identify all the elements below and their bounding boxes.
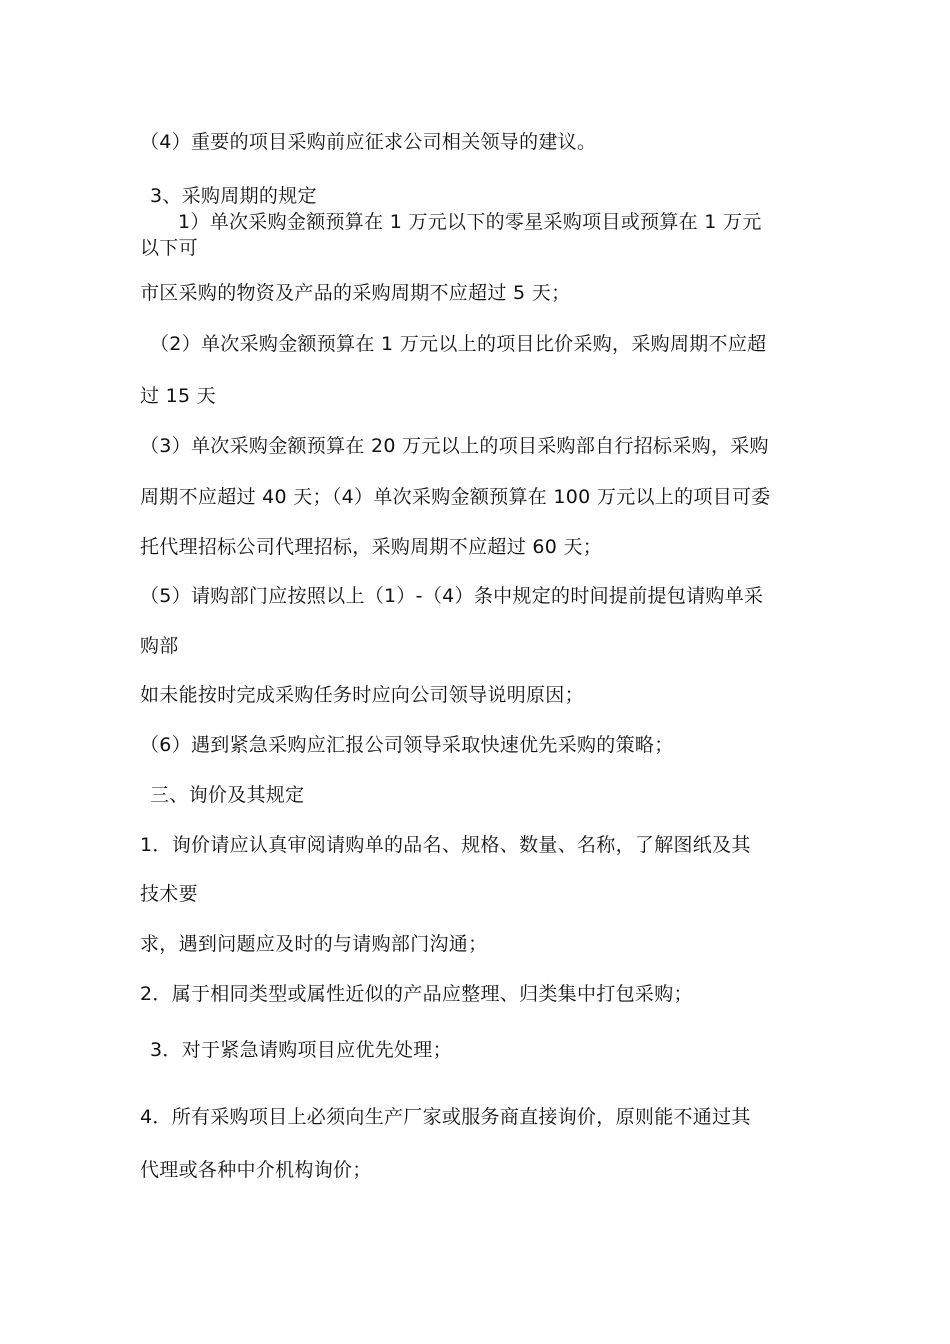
paragraph-line: （2）单次采购金额预算在 1 万元以上的项目比价采购，采购周期不应超 xyxy=(150,333,767,355)
paragraph-line: 以下可 xyxy=(140,237,198,259)
paragraph-line: （6）遇到紧急采购应汇报公司领导采取快速优先采购的策略； xyxy=(140,734,674,756)
section-heading: 三、询价及其规定 xyxy=(150,784,305,806)
paragraph-line: 托代理招标公司代理招标，采购周期不应超过 60 天； xyxy=(140,536,603,558)
paragraph-line: （4）重要的项目采购前应征求公司相关领导的建议。 xyxy=(140,131,597,153)
paragraph-line: 求，遇到问题应及时的与请购部门沟通； xyxy=(140,933,488,955)
paragraph-line: （5）请购部门应按照以上（1）-（4）条中规定的时间提前提包请购单采 xyxy=(140,585,764,607)
paragraph-line: 购部 xyxy=(140,635,179,657)
paragraph-line: 代理或各种中介机构询价； xyxy=(140,1159,372,1181)
paragraph-line: 3．对于紧急请购项目应优先处理； xyxy=(150,1039,452,1061)
paragraph-line: 如未能按时完成采购任务时应向公司领导说明原因； xyxy=(140,684,584,706)
section-heading: 3、采购周期的规定 xyxy=(150,185,317,207)
paragraph-line: 1）单次采购金额预算在 1 万元以下的零星采购项目或预算在 1 万元 xyxy=(178,211,762,233)
paragraph-line: 4．所有采购项目上必须向生产厂家或服务商直接询价，原则能不通过其 xyxy=(140,1106,751,1128)
paragraph-line: 技术要 xyxy=(140,883,198,905)
paragraph-line: 2．属于相同类型或属性近似的产品应整理、归类集中打包采购； xyxy=(140,983,693,1005)
paragraph-line: 市区采购的物资及产品的采购周期不应超过 5 天； xyxy=(140,282,571,304)
paragraph-line: 1．询价请应认真审阅请购单的品名、规格、数量、名称，了解图纸及其 xyxy=(140,834,751,856)
paragraph-line: 周期不应超过 40 天；（4）单次采购金额预算在 100 万元以上的项目可委 xyxy=(140,486,771,508)
paragraph-line: 过 15 天 xyxy=(140,385,217,407)
paragraph-line: （3）单次采购金额预算在 20 万元以上的项目采购部自行招标采购，采购 xyxy=(140,435,769,457)
